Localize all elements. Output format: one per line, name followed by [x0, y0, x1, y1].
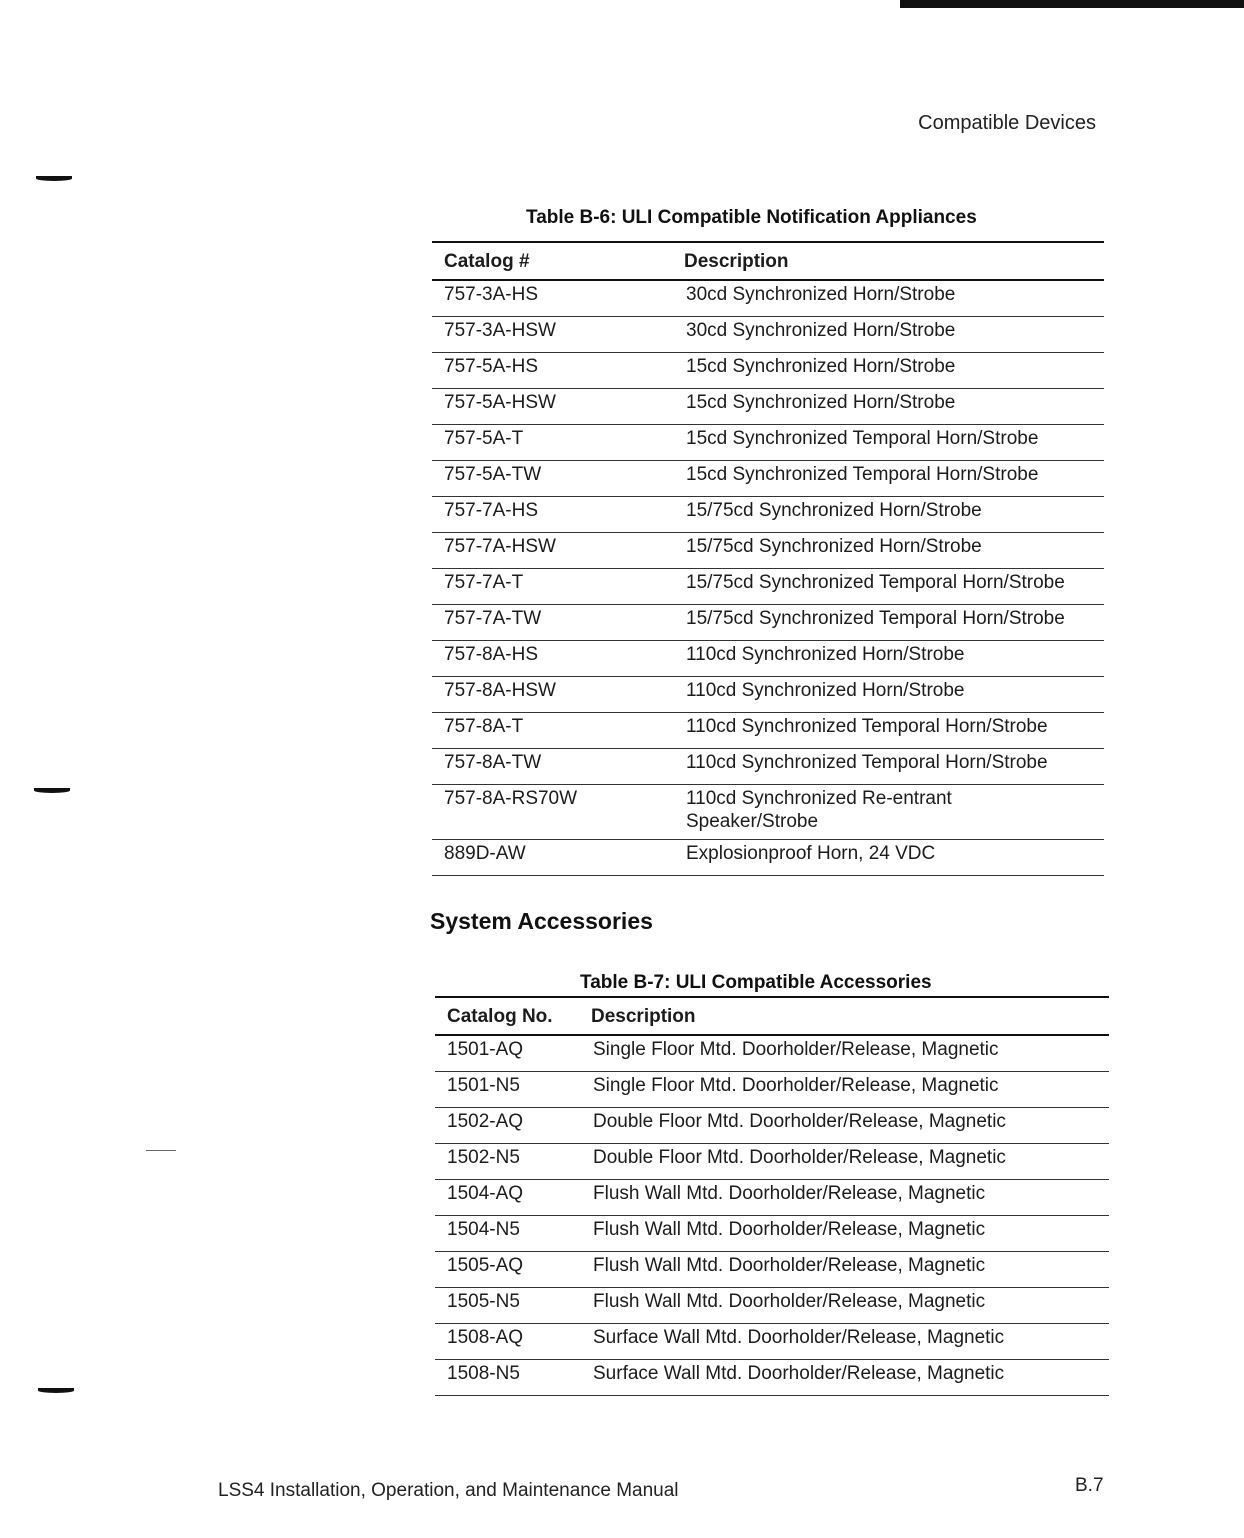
scan-speck — [146, 1150, 176, 1151]
table-row — [435, 1144, 1109, 1180]
catalog-cell: 757-8A-TW — [432, 749, 672, 785]
table-row — [432, 840, 1104, 876]
column-header-description: Description — [672, 242, 1104, 280]
description-cell: 15/75cd Synchronized Horn/Strobe — [672, 533, 1104, 569]
description-cell: Surface Wall Mtd. Doorholder/Release, Magnetic — [579, 1324, 1109, 1360]
catalog-cell: 757-5A-T — [432, 425, 672, 461]
section-heading: System Accessories — [430, 908, 653, 934]
table-row — [432, 713, 1104, 749]
catalog-cell: 757-3A-HS — [432, 280, 672, 317]
description-cell: Explosionproof Horn, 24 VDC — [672, 840, 1104, 876]
description-cell: Flush Wall Mtd. Doorholder/Release, Magnetic — [579, 1288, 1109, 1324]
binder-hole-mark-middle — [34, 788, 70, 793]
catalog-cell: 757-3A-HSW — [432, 317, 672, 353]
catalog-cell: 1508-N5 — [435, 1360, 579, 1396]
description-cell: 110cd Synchronized Horn/Strobe — [672, 677, 1104, 713]
table-row — [432, 569, 1104, 605]
catalog-cell: 1502-N5 — [435, 1144, 579, 1180]
table-row — [432, 533, 1104, 569]
binder-hole-mark-bottom — [38, 1388, 74, 1393]
description-line: 110cd Synchronized Re-entrant — [686, 788, 952, 809]
table-row — [432, 749, 1104, 785]
column-header-description: Description — [579, 997, 1109, 1035]
catalog-cell: 757-5A-HSW — [432, 389, 672, 425]
table-row — [432, 605, 1104, 641]
column-header-catalog: Catalog No. — [435, 997, 579, 1035]
description-cell: 110cd Synchronized Temporal Horn/Strobe — [672, 749, 1104, 785]
description-cell: 110cd Synchronized Horn/Strobe — [672, 641, 1104, 677]
table-row — [432, 677, 1104, 713]
table-row — [435, 1035, 1109, 1072]
catalog-cell: 757-8A-RS70W — [432, 785, 672, 840]
description-cell — [672, 785, 1104, 840]
table-header-row — [432, 242, 1104, 280]
description-cell: 15cd Synchronized Temporal Horn/Strobe — [672, 425, 1104, 461]
description-cell: 15cd Synchronized Temporal Horn/Strobe — [672, 461, 1104, 497]
catalog-cell: 1504-AQ — [435, 1180, 579, 1216]
table-b7-caption: Table B-7: ULI Compatible Accessories — [580, 972, 932, 993]
table-b6-notification-appliances — [432, 241, 1104, 876]
description-cell: Surface Wall Mtd. Doorholder/Release, Magnetic — [579, 1360, 1109, 1396]
description-cell: Double Floor Mtd. Doorholder/Release, Magnetic — [579, 1144, 1109, 1180]
table-row — [435, 1324, 1109, 1360]
catalog-cell: 1504-N5 — [435, 1216, 579, 1252]
table-row — [432, 497, 1104, 533]
catalog-cell: 1501-AQ — [435, 1035, 579, 1072]
description-cell: Double Floor Mtd. Doorholder/Release, Magnetic — [579, 1108, 1109, 1144]
description-cell: 15/75cd Synchronized Temporal Horn/Strobe — [672, 569, 1104, 605]
description-cell: Flush Wall Mtd. Doorholder/Release, Magnetic — [579, 1252, 1109, 1288]
catalog-cell: 757-8A-HS — [432, 641, 672, 677]
table-row — [432, 461, 1104, 497]
table-row — [432, 389, 1104, 425]
description-cell: Single Floor Mtd. Doorholder/Release, Magnetic — [579, 1072, 1109, 1108]
catalog-cell: 757-7A-T — [432, 569, 672, 605]
description-cell: Flush Wall Mtd. Doorholder/Release, Magnetic — [579, 1216, 1109, 1252]
description-cell: 15/75cd Synchronized Horn/Strobe — [672, 497, 1104, 533]
table-b7-accessories — [435, 996, 1109, 1396]
column-header-catalog: Catalog # — [432, 242, 672, 280]
table-row — [432, 425, 1104, 461]
table-row — [432, 641, 1104, 677]
catalog-cell: 1502-AQ — [435, 1108, 579, 1144]
footer-page-number: B.7 — [1075, 1475, 1104, 1496]
catalog-cell: 757-7A-HS — [432, 497, 672, 533]
table-row — [432, 353, 1104, 389]
table-row — [432, 280, 1104, 317]
description-cell: 110cd Synchronized Temporal Horn/Strobe — [672, 713, 1104, 749]
catalog-cell: 757-5A-HS — [432, 353, 672, 389]
catalog-cell: 757-7A-HSW — [432, 533, 672, 569]
binder-hole-mark-top — [36, 176, 72, 181]
catalog-cell: 1501-N5 — [435, 1072, 579, 1108]
description-cell: Flush Wall Mtd. Doorholder/Release, Magnetic — [579, 1180, 1109, 1216]
catalog-cell: 889D-AW — [432, 840, 672, 876]
table-row — [435, 1252, 1109, 1288]
description-cell: 15/75cd Synchronized Temporal Horn/Strobe — [672, 605, 1104, 641]
catalog-cell: 757-7A-TW — [432, 605, 672, 641]
catalog-cell: 757-8A-T — [432, 713, 672, 749]
description-cell: Single Floor Mtd. Doorholder/Release, Magnetic — [579, 1035, 1109, 1072]
catalog-cell: 1505-N5 — [435, 1288, 579, 1324]
description-cell: 30cd Synchronized Horn/Strobe — [672, 317, 1104, 353]
table-row — [432, 317, 1104, 353]
table-row — [435, 1108, 1109, 1144]
footer-manual-title: LSS4 Installation, Operation, and Maintenance Manual — [218, 1480, 679, 1501]
catalog-cell: 1505-AQ — [435, 1252, 579, 1288]
description-line-continued: Speaker/Strobe — [686, 811, 819, 832]
catalog-cell: 757-8A-HSW — [432, 677, 672, 713]
table-row — [435, 1072, 1109, 1108]
table-row — [435, 1288, 1109, 1324]
catalog-cell: 757-5A-TW — [432, 461, 672, 497]
running-header: Compatible Devices — [918, 112, 1096, 134]
description-cell: 30cd Synchronized Horn/Strobe — [672, 280, 1104, 317]
table-header-row — [435, 997, 1109, 1035]
table-row — [435, 1216, 1109, 1252]
scan-top-edge-bar — [900, 0, 1244, 8]
catalog-cell: 1508-AQ — [435, 1324, 579, 1360]
description-cell: 15cd Synchronized Horn/Strobe — [672, 353, 1104, 389]
table-row — [432, 785, 1104, 840]
table-row — [435, 1180, 1109, 1216]
table-b6-caption: Table B-6: ULI Compatible Notification Appliances — [526, 207, 977, 228]
table-row — [435, 1360, 1109, 1396]
description-cell: 15cd Synchronized Horn/Strobe — [672, 389, 1104, 425]
